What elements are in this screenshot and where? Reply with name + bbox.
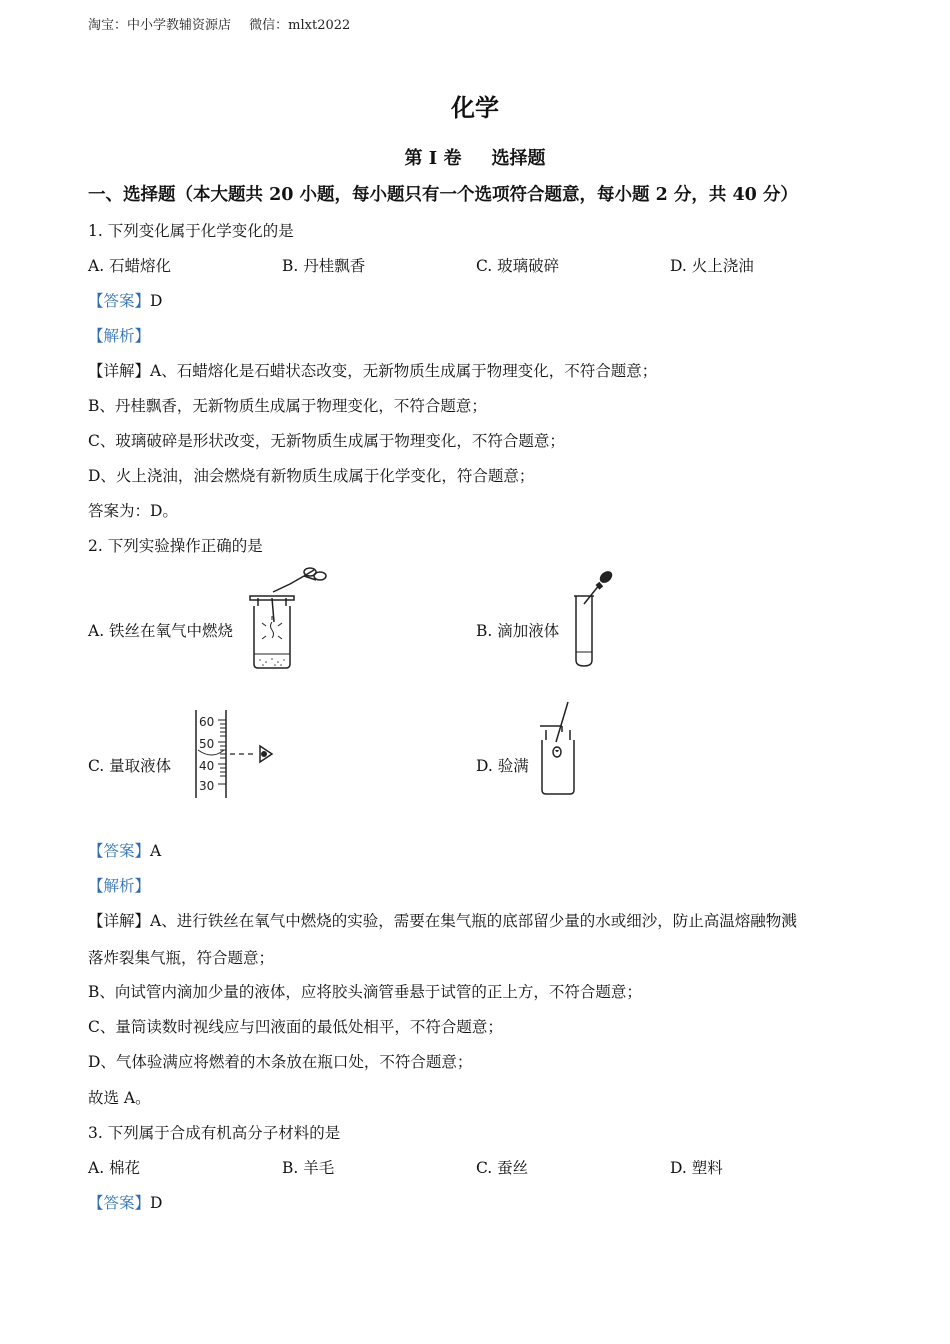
q2-stem: 2. 下列实验操作正确的是: [88, 537, 263, 555]
q2-answer-tag: 【答案】: [88, 842, 151, 860]
q1-answer-value: D: [150, 292, 163, 310]
q2-answer-value: A: [150, 842, 162, 860]
q1-option-c: C. 玻璃破碎: [476, 257, 560, 275]
q1-conclusion: 答案为：D。: [88, 502, 178, 520]
cylinder-mark-40: 40: [199, 759, 215, 773]
q2-option-a: A. 铁丝在氧气中燃烧: [88, 622, 234, 640]
q2-detail-4: D、气体验满应将燃着的木条放在瓶口处，不符合题意；: [88, 1053, 473, 1071]
section-title: [0, 144, 950, 170]
q1-answer-tag: 【答案】: [88, 292, 151, 310]
q1-stem: 1. 下列变化属于化学变化的是: [88, 222, 294, 240]
part-title: 一、选择题（本大题共 20 小题，每小题只有一个选项符合题意，每小题 2 分，共 40 分）: [88, 185, 798, 205]
iron-wire-jar-illustration: [246, 564, 330, 670]
q1-analysis-tag: 【解析】: [88, 327, 151, 345]
q2-answer: [88, 839, 161, 861]
q2-analysis-tag: 【解析】: [88, 877, 151, 895]
header-wechat: 微信：mlxt2022: [249, 18, 351, 33]
section-volume: 第 I 卷: [404, 148, 462, 169]
page-header: [88, 14, 350, 33]
q1-detail-2: C、玻璃破碎是形状改变，无新物质生成属于物理变化，不符合题意；: [88, 432, 565, 450]
q2-detail-0: 【详解】A、进行铁丝在氧气中燃烧的实验，需要在集气瓶的底部留少量的水或细沙，防止高温熔融物溅: [88, 912, 797, 930]
q3-option-b: B. 羊毛: [282, 1159, 335, 1177]
q3-answer: [88, 1191, 162, 1213]
q2-option-c: C. 量取液体: [88, 757, 172, 775]
q1-detail-0: 【详解】A、石蜡熔化是石蜡状态改变，无新物质生成属于物理变化，不符合题意；: [88, 362, 658, 380]
dropper-test-tube-illustration: [566, 566, 628, 670]
q3-option-c: C. 蚕丝: [476, 1159, 529, 1177]
eye-icon: [260, 746, 272, 762]
q3-option-a: A. 棉花: [88, 1159, 141, 1177]
q1-detail-1: B、丹桂飘香，无新物质生成属于物理变化，不符合题意；: [88, 397, 487, 415]
q2-conclusion: 故选 A。: [88, 1089, 151, 1107]
q3-answer-value: D: [150, 1194, 163, 1212]
q2-option-b: B. 滴加液体: [476, 622, 560, 640]
q2-detail-1: 落炸裂集气瓶，符合题意；: [88, 949, 275, 967]
q1-option-d: D. 火上浇油: [670, 257, 754, 275]
q2-detail-2: B、向试管内滴加少量的液体，应将胶头滴管垂悬于试管的正上方，不符合题意；: [88, 983, 642, 1001]
document-title: 化学: [451, 93, 499, 122]
header-shop: 淘宝：中小学教辅资源店: [88, 18, 232, 33]
q2-option-d: D. 验满: [476, 757, 529, 775]
q1-option-b: B. 丹桂飘香: [282, 257, 366, 275]
q3-answer-tag: 【答案】: [88, 1194, 151, 1212]
q2-detail-3: C、量筒读数时视线应与凹液面的最低处相平，不符合题意；: [88, 1018, 503, 1036]
q2-detail-tag: 【详解】: [88, 912, 151, 930]
section-name: 选择题: [491, 148, 546, 169]
q1-answer: [88, 289, 162, 311]
cylinder-mark-60: 60: [199, 715, 215, 729]
gas-jar-check-illustration: [536, 700, 584, 798]
cylinder-mark-50: 50: [199, 737, 215, 751]
q1-detail-3: D、火上浇油，油会燃烧有新物质生成属于化学变化，符合题意；: [88, 467, 535, 485]
q1-option-a: A. 石蜡熔化: [88, 257, 172, 275]
q3-stem: 3. 下列属于合成有机高分子材料的是: [88, 1124, 341, 1142]
q1-detail-tag: 【详解】: [88, 362, 151, 380]
q3-option-d: D. 塑料: [670, 1159, 723, 1177]
measuring-cylinder-illustration: [190, 708, 282, 802]
cylinder-mark-30: 30: [199, 779, 215, 793]
